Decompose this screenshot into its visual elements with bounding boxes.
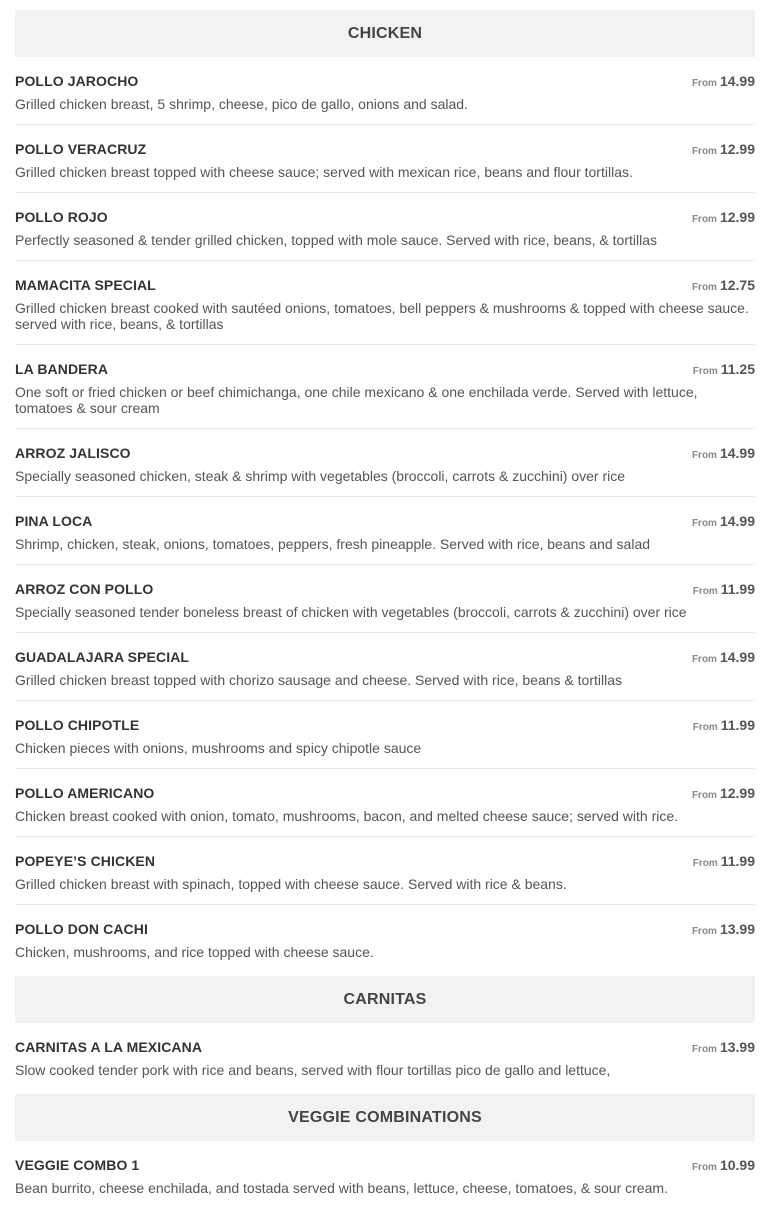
item-description: Slow cooked tender pork with rice and beans, served with flour tortillas pico de gallo and lettuce, (15, 1062, 611, 1078)
price-value: 11.99 (720, 853, 755, 869)
item-description: Chicken breast cooked with onion, tomato, mushrooms, bacon, and melted cheese sauce; served with rice. (15, 808, 679, 824)
price-from-label: From (691, 654, 717, 665)
section-items (15, 1023, 755, 1094)
price-value: 14.99 (719, 649, 755, 665)
price-from-label: From (691, 78, 717, 89)
menu-item[interactable] (15, 73, 755, 125)
item-name: ARROZ CON POLLO (15, 581, 154, 597)
item-name: POLLO JAROCHO (15, 73, 139, 89)
menu-item[interactable] (15, 513, 755, 565)
item-price (693, 853, 755, 871)
item-name: GUADALAJARA SPECIAL (15, 649, 190, 665)
price-value: 11.99 (720, 581, 755, 597)
item-price (692, 1039, 755, 1057)
item-description: Chicken pieces with onions, mushrooms and spicy chipotle sauce (15, 740, 422, 756)
item-price (692, 785, 755, 803)
item-name: ARROZ JALISCO (15, 445, 131, 461)
item-price (692, 141, 755, 159)
price-from-label: From (691, 282, 717, 293)
price-from-label: From (691, 518, 717, 529)
item-price (692, 209, 755, 227)
price-value: 12.99 (719, 141, 755, 157)
item-description: Perfectly seasoned & tender grilled chicken, topped with mole sauce. Served with rice, beans, & tortillas (15, 232, 657, 248)
price-from-label: From (691, 214, 717, 225)
item-name: POPEYE’S CHICKEN (15, 853, 156, 869)
price-from-label: From (692, 722, 718, 733)
item-description: Specially seasoned chicken, steak & shrimp with vegetables (broccoli, carrots & zucchini) over rice (15, 468, 626, 484)
item-name: VEGGIE COMBO 1 (15, 1157, 140, 1173)
item-price (693, 581, 755, 599)
item-description: Specially seasoned tender boneless breast of chicken with vegetables (broccoli, carrots & zucchini) over rice (15, 604, 687, 620)
section-header-chicken: CHICKEN (15, 10, 755, 57)
item-description: Chicken, mushrooms, and rice topped with cheese sauce. (15, 944, 374, 960)
price-value: 11.25 (720, 361, 755, 377)
section-carnitas (15, 976, 755, 1094)
price-from-label: From (691, 926, 717, 937)
price-value: 12.99 (719, 209, 755, 225)
price-from-label: From (692, 366, 718, 377)
menu-item[interactable] (15, 141, 755, 193)
price-value: 11.99 (720, 717, 755, 733)
section-header-veggie-combinations: VEGGIE COMBINATIONS (15, 1094, 755, 1141)
menu-item[interactable] (15, 445, 755, 497)
section-header-carnitas: CARNITAS (15, 976, 755, 1023)
item-price (692, 73, 755, 91)
price-value: 14.99 (719, 513, 755, 529)
price-from-label: From (691, 790, 717, 801)
price-value: 14.99 (719, 445, 755, 461)
menu-item[interactable] (15, 649, 755, 701)
menu-item[interactable] (15, 361, 755, 429)
price-from-label: From (692, 586, 718, 597)
menu-item[interactable] (15, 209, 755, 261)
section-veggie-combinations (15, 1094, 755, 1212)
price-value: 13.99 (719, 1039, 755, 1055)
item-description: Grilled chicken breast, 5 shrimp, cheese, pico de gallo, onions and salad. (15, 96, 468, 112)
item-name: POLLO CHIPOTLE (15, 717, 140, 733)
price-value: 12.99 (719, 785, 755, 801)
menu-item[interactable] (15, 853, 755, 905)
item-name: POLLO ROJO (15, 209, 108, 225)
item-name: LA BANDERA (15, 361, 109, 377)
section-items (15, 57, 755, 976)
item-description: Grilled chicken breast with spinach, topped with cheese sauce. Served with rice & beans. (15, 876, 567, 892)
item-description: Shrimp, chicken, steak, onions, tomatoes, peppers, fresh pineapple. Served with rice, beans and salad (15, 536, 651, 552)
menu-item[interactable] (15, 581, 755, 633)
item-description: One soft or fried chicken or beef chimichanga, one chile mexicano & one enchilada verde. Served with lettuce, tomatoes & sour cream (15, 384, 698, 416)
item-name: CARNITAS A LA MEXICANA (15, 1039, 203, 1055)
item-price (693, 717, 755, 735)
price-value: 10.99 (719, 1157, 755, 1173)
item-price (692, 445, 755, 463)
item-description: Grilled chicken breast topped with cheese sauce; served with mexican rice, beans and flour tortillas. (15, 164, 633, 180)
item-description: Grilled chicken breast cooked with sautéed onions, tomatoes, bell peppers & mushrooms & topped with cheese sauce. served with rice, beans, & tortillas (15, 300, 749, 332)
item-name: POLLO DON CACHI (15, 921, 148, 937)
item-name: POLLO VERACRUZ (15, 141, 147, 157)
price-from-label: From (691, 146, 717, 157)
item-price (692, 277, 755, 295)
item-price (692, 1157, 755, 1175)
menu-item[interactable] (15, 921, 755, 960)
menu-item[interactable] (15, 785, 755, 837)
menu-item[interactable] (15, 1157, 755, 1196)
menu-item[interactable] (15, 1039, 755, 1078)
price-from-label: From (692, 858, 718, 869)
item-price (692, 513, 755, 531)
price-from-label: From (691, 450, 717, 461)
item-price (693, 361, 755, 379)
menu-item[interactable] (15, 717, 755, 769)
item-price (692, 649, 755, 667)
price-from-label: From (691, 1162, 717, 1173)
price-value: 14.99 (719, 73, 755, 89)
item-name: MAMACITA SPECIAL (15, 277, 156, 293)
item-description: Grilled chicken breast topped with chorizo sausage and cheese. Served with rice, beans & tortillas (15, 672, 622, 688)
item-price (692, 921, 755, 939)
price-from-label: From (691, 1044, 717, 1055)
item-name: PINA LOCA (15, 513, 93, 529)
item-name: POLLO AMERICANO (15, 785, 155, 801)
section-items (15, 1141, 755, 1212)
item-description: Bean burrito, cheese enchilada, and tostada served with beans, lettuce, cheese, tomatoes, & sour cream. (15, 1180, 668, 1196)
menu-item[interactable] (15, 277, 755, 345)
section-chicken (15, 10, 755, 976)
price-value: 12.75 (719, 277, 755, 293)
price-value: 13.99 (719, 921, 755, 937)
